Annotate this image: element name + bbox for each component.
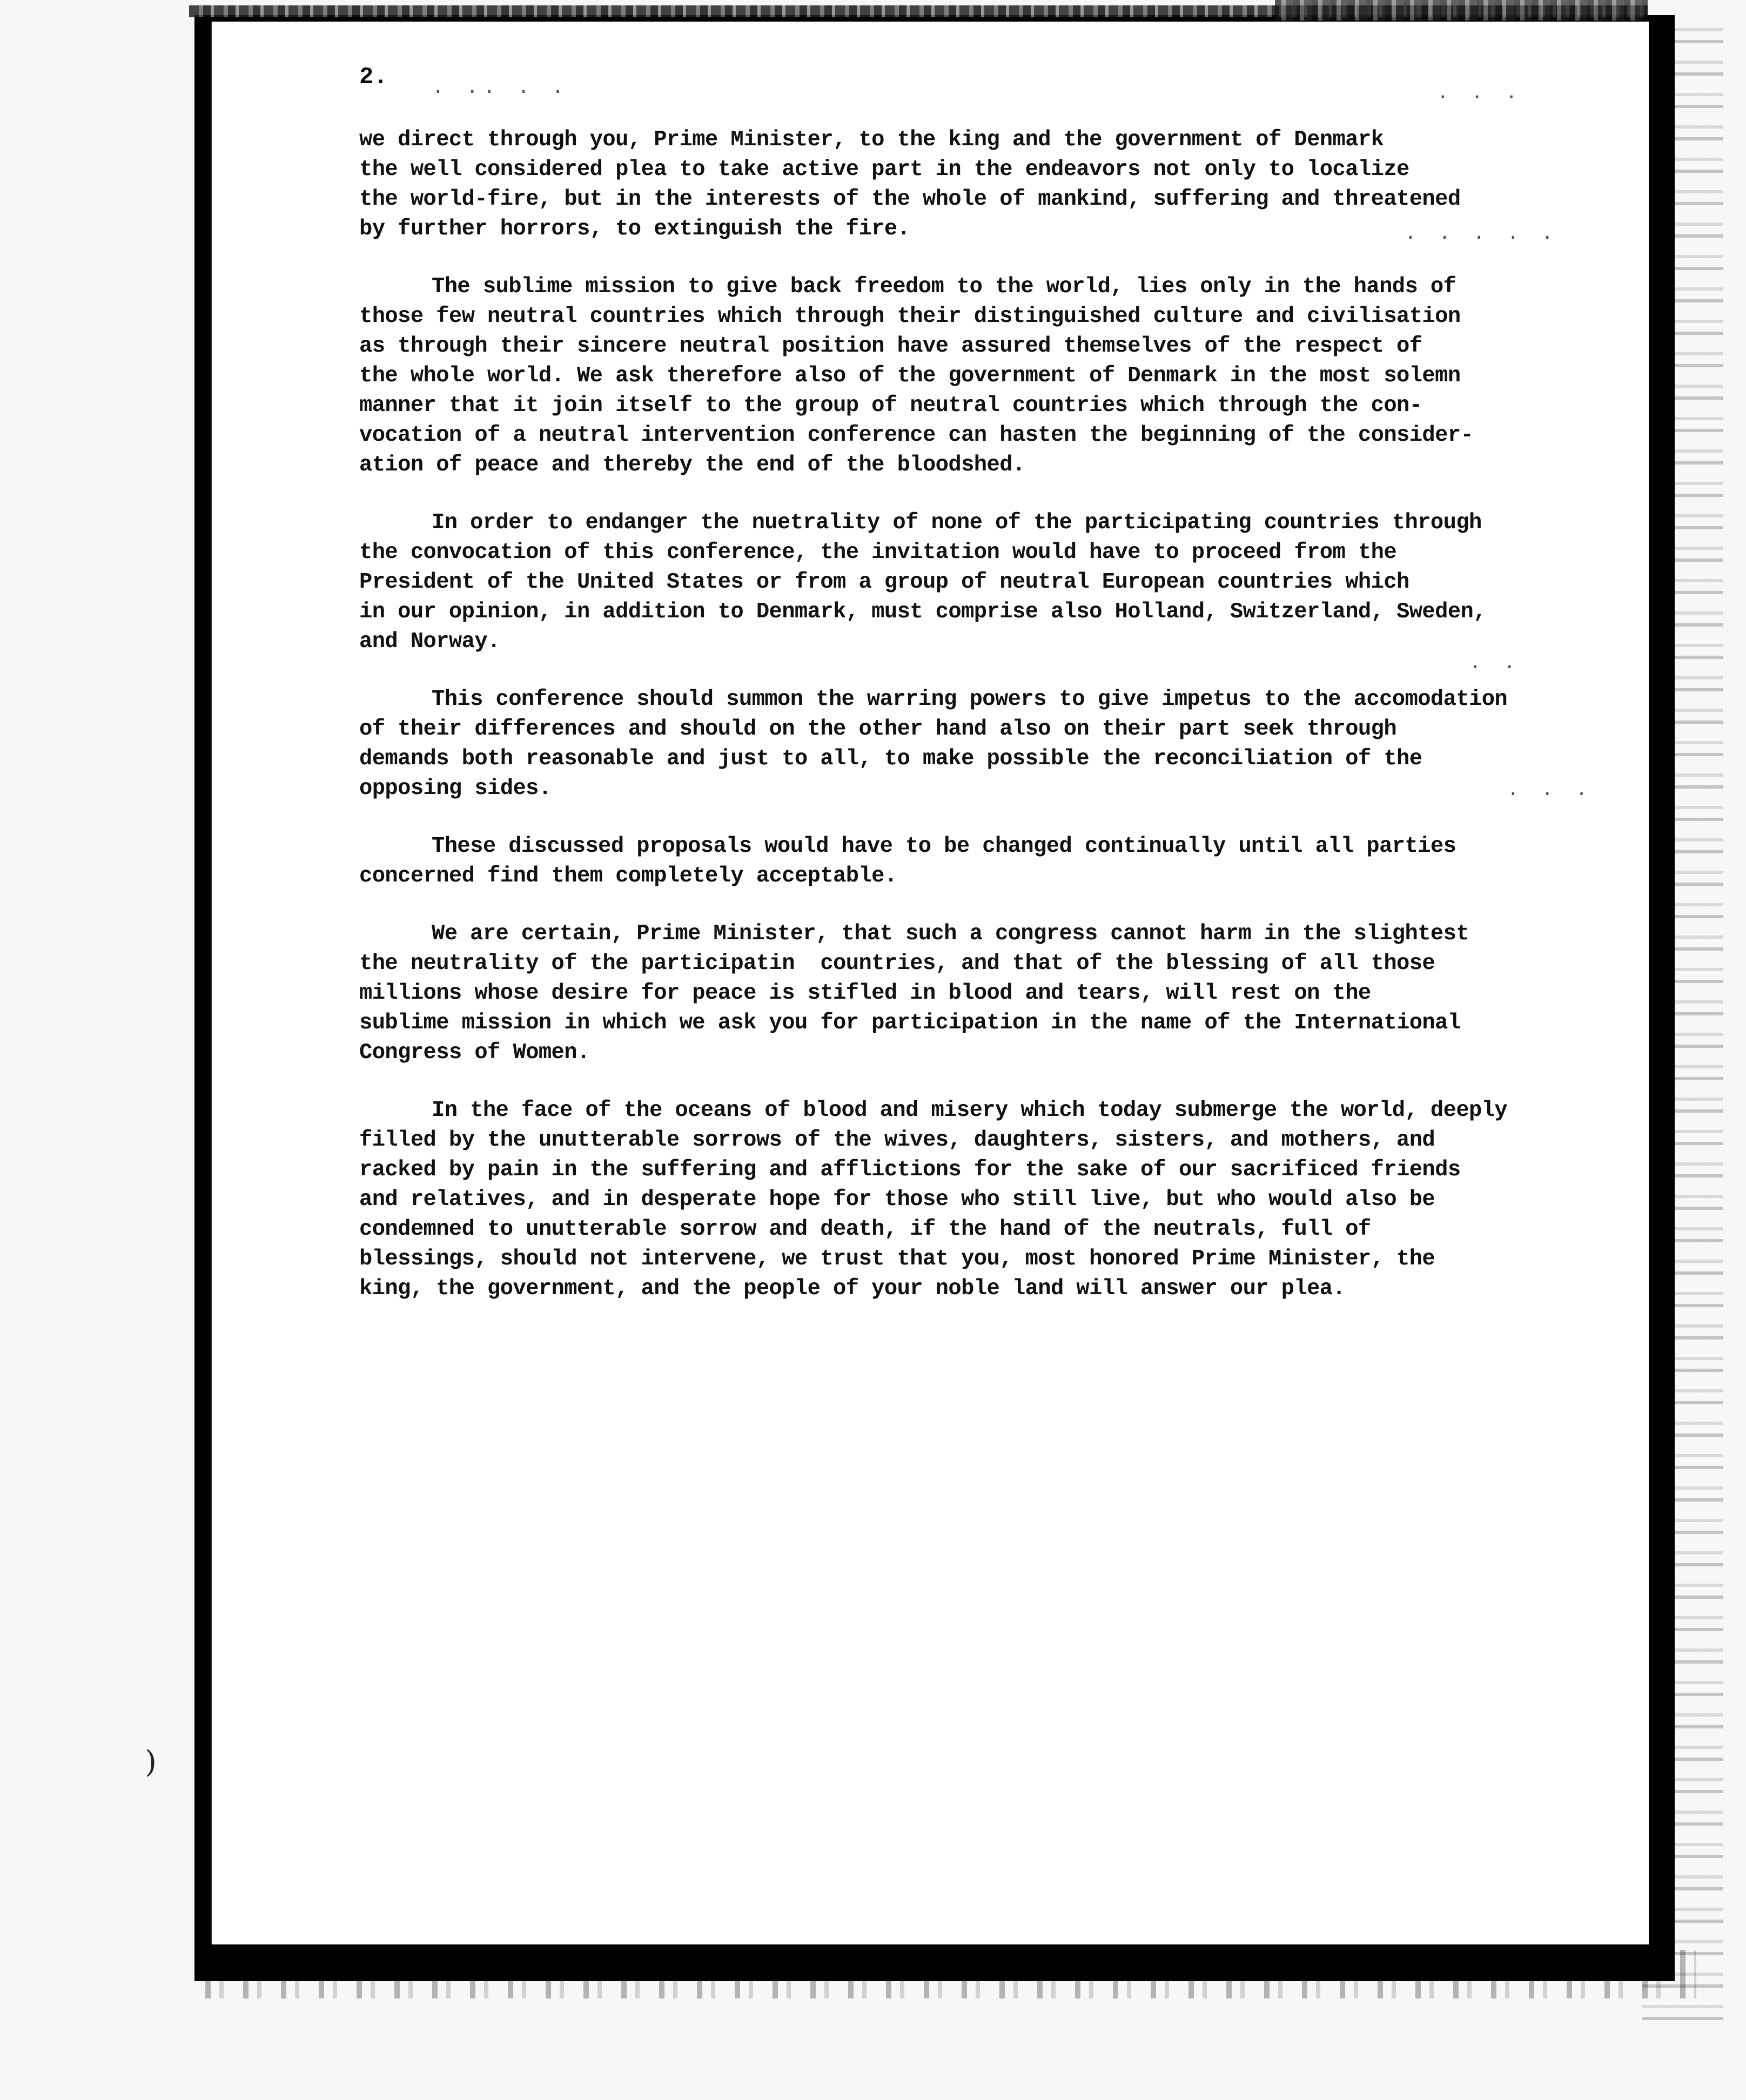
text-line: the convocation of this conference, the invitation would have to proceed from the xyxy=(359,540,1397,565)
scan-specks: · · · xyxy=(1507,783,1593,805)
text-line: blessings, should not intervene, we trust that you, most honored Prime Minister, the xyxy=(359,1247,1435,1271)
text-line: those few neutral countries which through their distinguished culture and civilisation xyxy=(359,304,1461,329)
text-line: and Norway. xyxy=(359,629,500,654)
text-line: demands both reasonable and just to all, to make possible the reconciliation of the xyxy=(359,746,1422,771)
text-line: the well considered plea to take active part in the endeavors not only to localize xyxy=(359,157,1409,182)
paragraph-3 xyxy=(359,508,1667,657)
scan-specks: · · xyxy=(1469,656,1521,678)
paragraph-2 xyxy=(359,272,1667,480)
text-line: sublime mission in which we ask you for participation in the name of the International xyxy=(359,1011,1461,1035)
text-line: the world-fire, but in the interests of the whole of mankind, suffering and threatened xyxy=(359,187,1461,212)
paragraph-6 xyxy=(359,919,1667,1068)
text-line: Congress of Women. xyxy=(359,1040,590,1065)
text-line: concerned find them completely acceptable. xyxy=(359,864,897,889)
text-line: In order to endanger the nuetrality of none of the participating countries through xyxy=(432,510,1482,535)
margin-pencil-mark: ) xyxy=(145,1745,157,1780)
text-line: the whole world. We ask therefore also of the government of Denmark in the most solemn xyxy=(359,364,1461,388)
text-line: condemned to unutterable sorrow and death, if the hand of the neutrals, full of xyxy=(359,1217,1371,1242)
text-line: The sublime mission to give back freedom to the world, lies only in the hands of xyxy=(432,274,1456,299)
text-line: This conference should summon the warring powers to give impetus to the accomodation xyxy=(432,687,1508,712)
scan-top-edge-right xyxy=(1275,0,1648,21)
text-line: These discussed proposals would have to be changed continually until all parties xyxy=(432,834,1456,859)
text-line: opposing sides. xyxy=(359,776,552,801)
page-number: 2. xyxy=(359,64,388,91)
text-line: king, the government, and the people of your noble land will answer our plea. xyxy=(359,1276,1346,1301)
text-line: President of the United States or from a group of neutral European countries which xyxy=(359,570,1409,595)
text-line: of their differences and should on the other hand also on their part seek through xyxy=(359,717,1397,742)
text-line: We are certain, Prime Minister, that such a congress cannot harm in the slightest xyxy=(432,921,1469,946)
scan-bottom-noise xyxy=(205,1950,1696,1998)
paragraph-4 xyxy=(359,685,1667,804)
text-line: racked by pain in the suffering and afflictions for the sake of our sacrificed friends xyxy=(359,1157,1461,1182)
text-line: millions whose desire for peace is stifled in blood and tears, will rest on the xyxy=(359,981,1371,1006)
letter-body xyxy=(359,125,1667,1332)
paragraph-5 xyxy=(359,832,1667,891)
text-line: we direct through you, Prime Minister, to the king and the government of Denmark xyxy=(359,127,1384,152)
text-line: the neutrality of the participatin countries, and that of the blessing of all those xyxy=(359,951,1435,976)
text-line: as through their sincere neutral position have assured themselves of the respect of xyxy=(359,334,1422,359)
text-line: filled by the unutterable sorrows of the wives, daughters, sisters, and mothers, and xyxy=(359,1128,1435,1153)
text-line: manner that it join itself to the group of neutral countries which through the con- xyxy=(359,393,1422,418)
paragraph-1 xyxy=(359,125,1667,244)
text-line: by further horrors, to extinguish the fire. xyxy=(359,217,910,241)
scan-specks: · ·· · · xyxy=(432,81,569,103)
text-line: and relatives, and in desperate hope for those who still live, but who would also be xyxy=(359,1187,1435,1212)
paragraph-7 xyxy=(359,1096,1667,1304)
scan-specks: · · · · · xyxy=(1405,227,1559,249)
text-line: in our opinion, in addition to Denmark, must comprise also Holland, Switzerland, Sweden, xyxy=(359,600,1486,624)
scan-specks: · · · xyxy=(1437,86,1523,109)
text-line: In the face of the oceans of blood and misery which today submerge the world, deeply xyxy=(432,1098,1508,1123)
text-line: ation of peace and thereby the end of the bloodshed. xyxy=(359,453,1025,477)
text-line: vocation of a neutral intervention conference can hasten the beginning of the consider- xyxy=(359,423,1474,448)
